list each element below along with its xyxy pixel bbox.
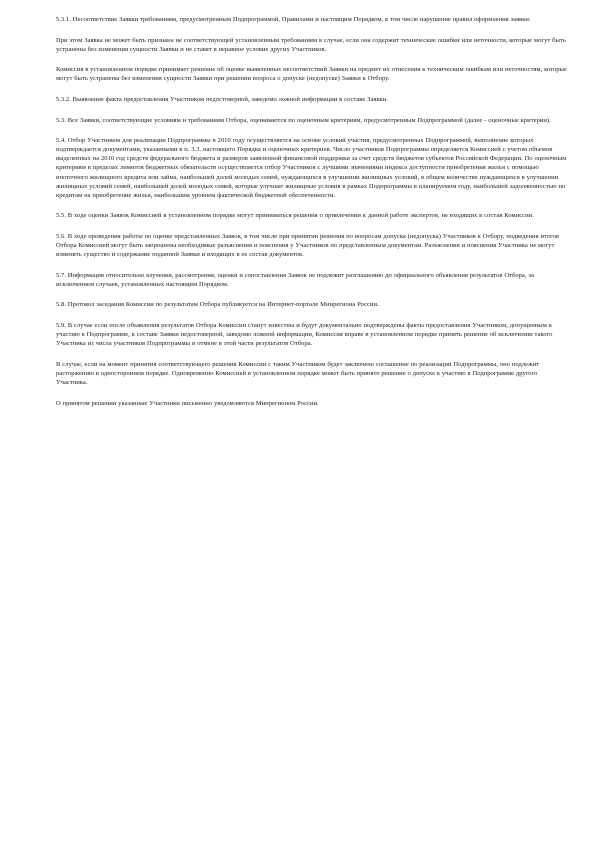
- paragraph-notification: О принятом решении указанные Участники письменно уведомляются Минрегионом России.: [56, 399, 319, 407]
- paragraph-5-3-1: 5.3.1. Несоответствие Заявки требованиям, предусмотренным Подпрограммой, Правилами и настоящим Порядком, в том числе нарушение правил оформления заявки.: [56, 16, 531, 23]
- paragraph-5-8: 5.8. Протокол заседания Комиссии по результатам Отбора публикуется на Интернет-портале Минрегиона России.: [56, 301, 379, 309]
- paragraph-5-3-2: 5.3.2. Выявление факта предоставления Участником недостоверной, заведомо ложной информации в составе Заявки.: [56, 95, 388, 103]
- paragraph-5-9: 5.9. В случае если после объявления результатов Отбора Комиссии станут известны и будут документально подтверждены факты предоставления Участником, допущенным к участию в Подпрограмме, в составе Заявки недостоверной, заведомо ложной информации, Комиссия вправе в установленном порядке принять решение об исключении такого Участника из числа участников Подпрограммы и отмене в этой части результатов Отбора.: [56, 321, 553, 348]
- paragraph-commission-assessment: Комиссия в установленном порядке принимает решение об оценке выявленных несоответствий Заявки на предмет их отнесения к техническим ошибкам или неточностям, которые могут быть устранены без изменения сущности Заявки при решении вопроса о допуске (недопуске) Заявки к Отбору.: [56, 66, 567, 83]
- paragraph-5-6: 5.6. В ходе проведения работы по оценке представленных Заявок, в том числе при принятии решения по вопросам допуска (недопуска) Участников к Отбору, подведения итогов Отбора Комиссией могут быть запрошены необходимые разъяснения и пояснения у Участников по представленным документам. Разъяснения и пояснения Участника не могут изменять существо и содержание поданной Заявки и входящих в ее состав документов.: [56, 232, 560, 259]
- paragraph-agreement-termination: В случае, если на момент принятия соответствующего решения Комиссии с таким Участником будет заключено соглашение по реализации Подпрограммы, оно подлежит расторжению в одностороннем порядке. Одновременно Комиссией в установленном порядке может быть принято решение о допуске к участию в Подпрограмме другого Участника.: [56, 360, 540, 386]
- paragraph-5-3: 5.3. Все Заявки, соответствующие условиям и требованиям Отбора, оцениваются по оценочным критериям, предусмотренным Подпрограммой (далее - оценочные критерии).: [56, 116, 551, 124]
- paragraph-5-7: 5.7. Информация относительно изучения, рассмотрения, оценки и сопоставления Заявок не подлежит разглашению до официального объявления результатов Отбора, за исключением случаев, установленных настоящим Порядком.: [56, 271, 534, 288]
- paragraph-5-5: 5.5. В ходе оценки Заявок Комиссией в установленном порядке могут приниматься решения о привлечении к данной работе экспертов, не входящих в состав Комиссии.: [56, 212, 534, 220]
- document-body: [56, 15, 570, 419]
- paragraph-technical-errors: При этом Заявка не может быть признана не соответствующей установленным требованиям в случае, если она содержит технические ошибки или неточности, которые могут быть устранены без изменения сущности Заявки и не ставят в неравное условие других Участников.: [56, 36, 566, 53]
- paragraph-5-4: 5.4. Отбор Участников для реализации Подпрограммы в 2010 году осуществляется на основе условий участия, предусмотренных Подпрограммой, выполнение которых подтверждается документами, указанными в п. 3.3. настоящего Порядка и оценочных критериев. Число участников Подпрограммы определяется Комиссией с учетом объемов выделенных на 2010 год средств федерального бюджета и размеров заявленной финансовой поддержки за счет средств бюджетов субъектов Российской Федерации. По оценочным критериям в пределах лимитов бюджетных обязательств осуществляется отбор Участников с лучшими значениями индекса доступности приобретения жилья с помощью ипотечного жилищного кредита или займа, наибольшей долей молодых семей, нуждающихся в улучшении жилищных условий, в общем количестве нуждающихся в улучшении жилищных условий семей, наибольшей долей молодых семей, которые улучшат жилищные условия в рамках Подпрограммы в планируемом году, наибольшей задолженностью по кредитам на приобретение жилья, наибольшим уровнем фактической бюджетной обеспеченности.: [56, 137, 567, 199]
